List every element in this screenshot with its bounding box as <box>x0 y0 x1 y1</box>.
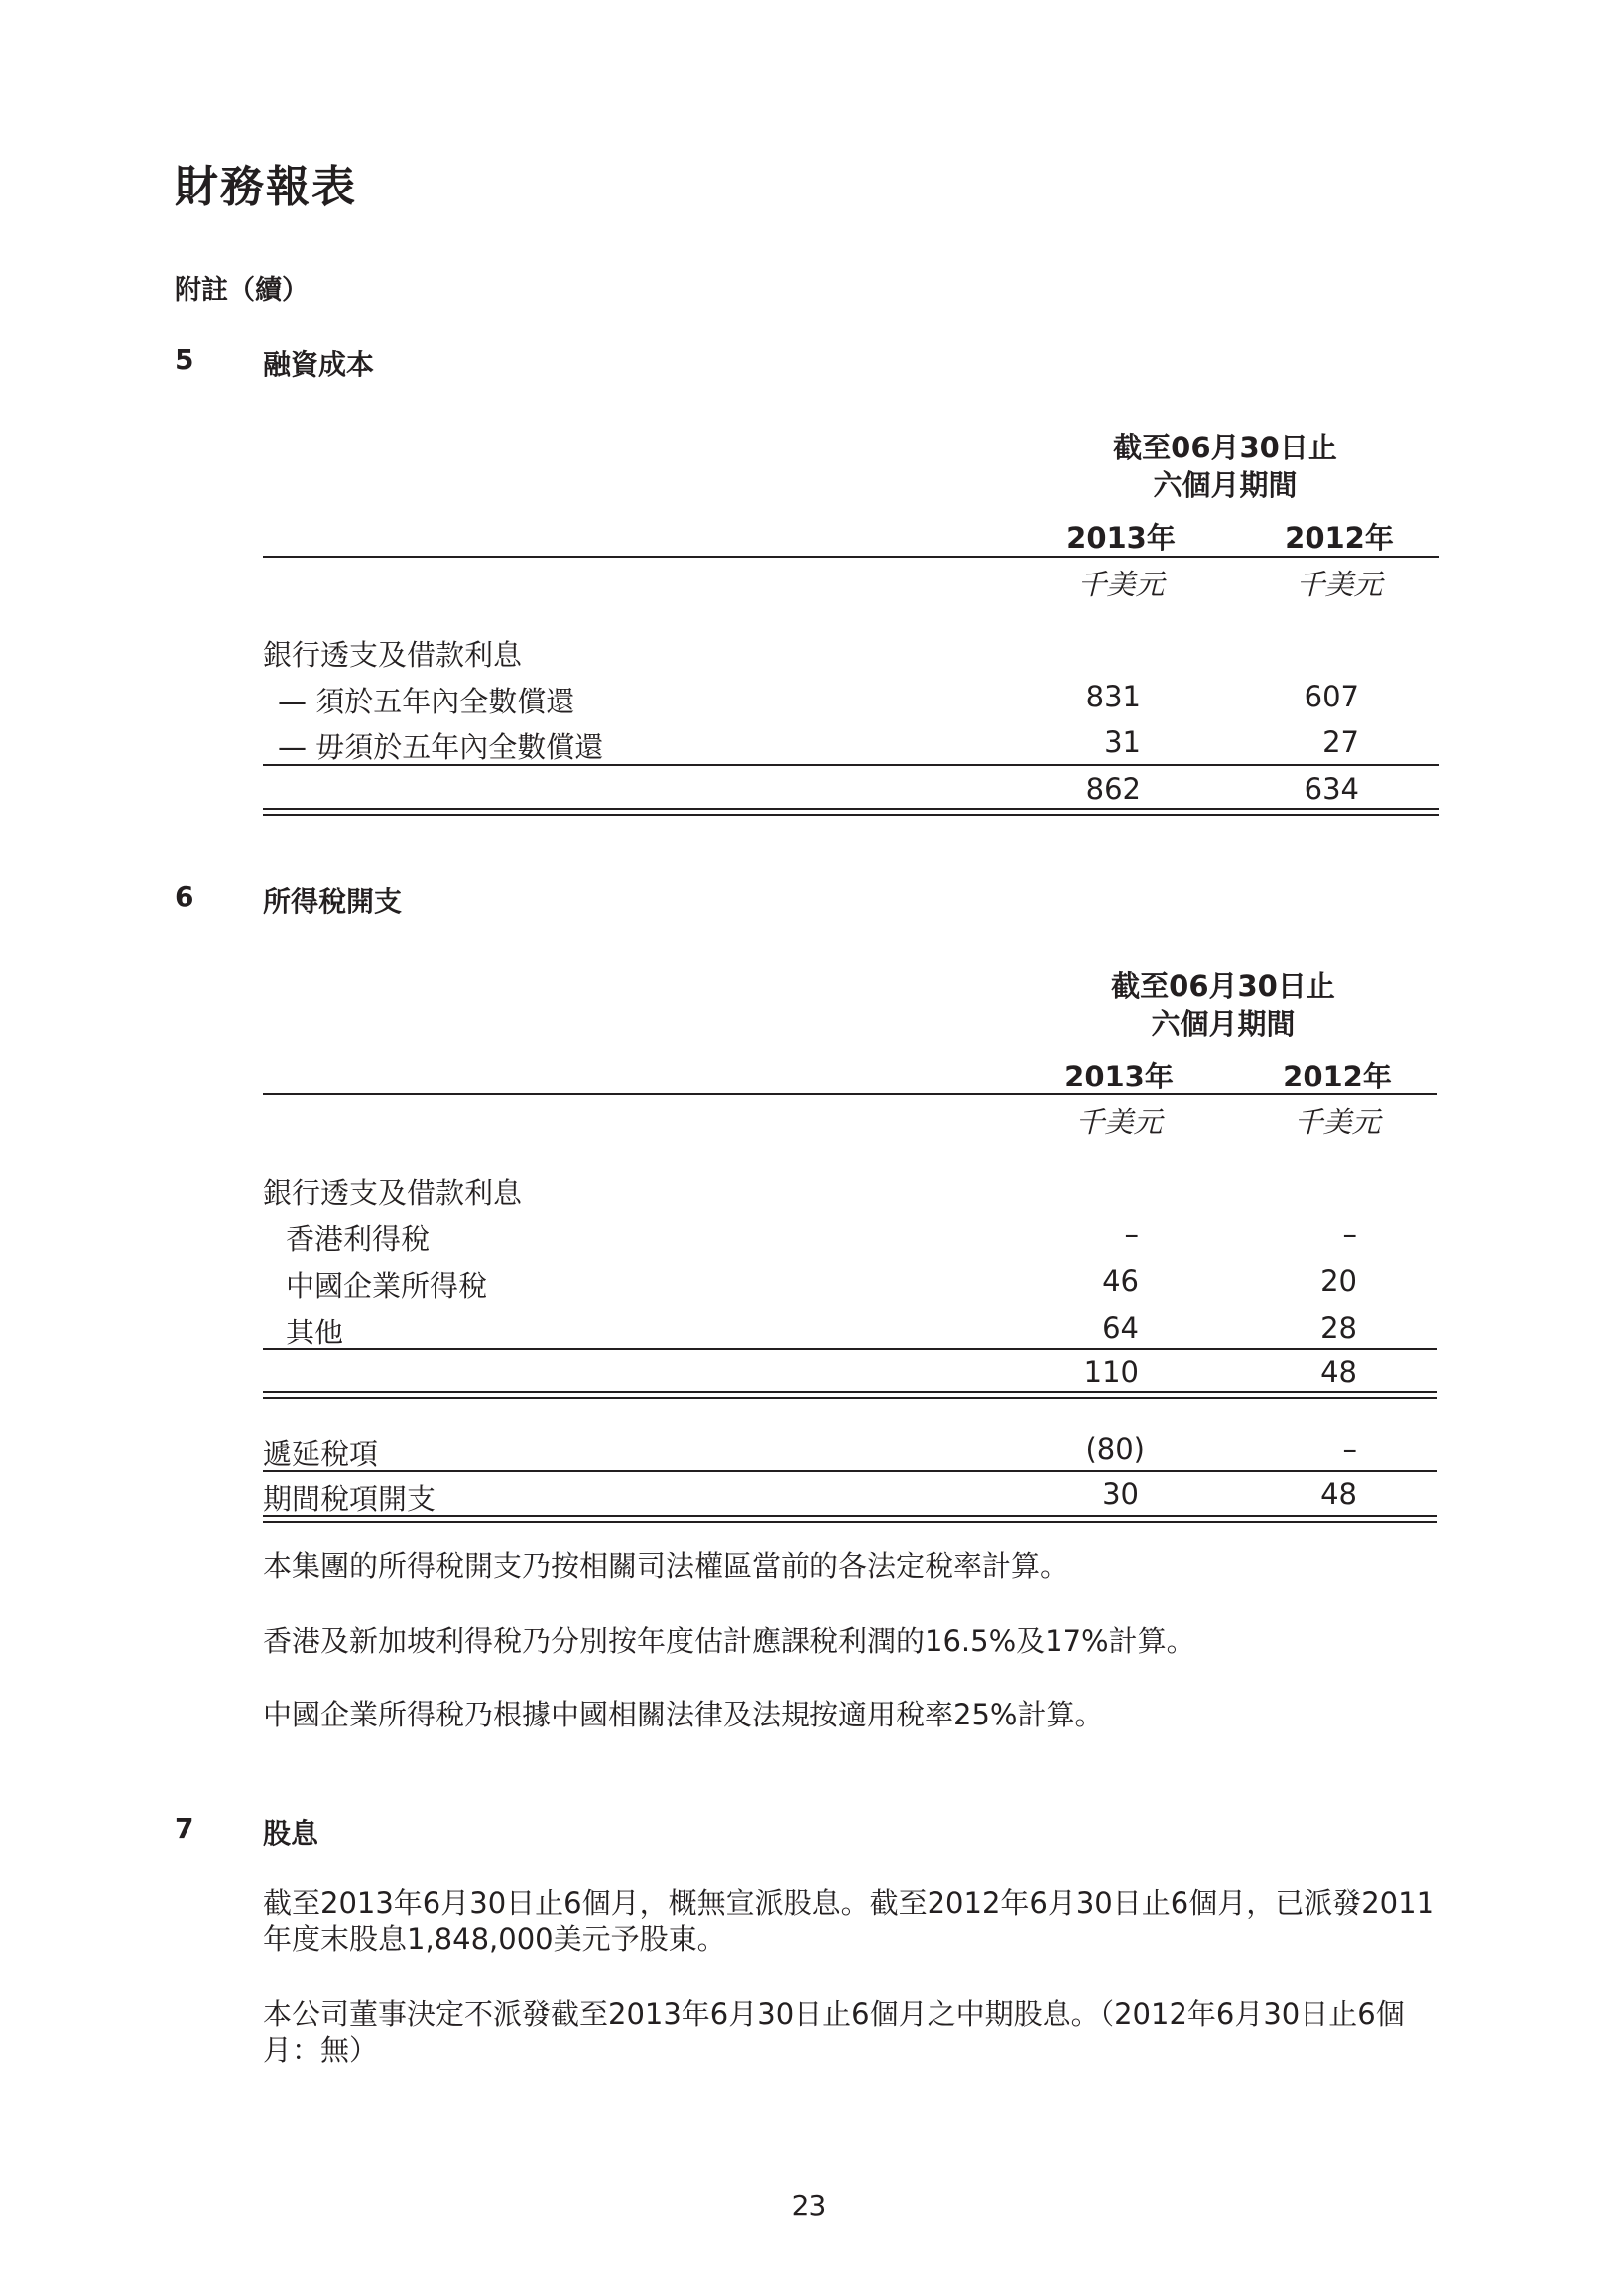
note5-row-value-2012: 607 <box>1304 680 1359 713</box>
note6-deferred-rule <box>263 1470 1437 1472</box>
note6-group-label: 銀行透支及借款利息 <box>263 1176 523 1210</box>
note6-row-value-2012: 28 <box>1320 1311 1357 1344</box>
note5-total-2012: 634 <box>1304 772 1359 806</box>
note6-unit-2012: 千美元 <box>1294 1105 1381 1139</box>
note6-deferred-label: 遞延稅項 <box>263 1437 379 1470</box>
note6-year-2013: 2013年 <box>1064 1060 1174 1093</box>
note6-unit-2013: 千美元 <box>1075 1105 1163 1139</box>
note6-row-value-2013: – <box>1124 1217 1139 1251</box>
note7-paragraph: 本公司董事決定不派發截至2013年6月30日止6個月之中期股息。（2012年6月30日止6個月：無） <box>263 1997 1405 2067</box>
note6-period-double-rule <box>263 1515 1437 1523</box>
note6-paragraph: 香港及新加坡利得稅乃分別按年度估計應課稅利潤的16.5%及17%計算。 <box>263 1624 1195 1658</box>
note6-year-2012: 2012年 <box>1283 1060 1392 1093</box>
note6-subtotal-rule <box>263 1348 1437 1350</box>
note6-row-label: 中國企業所得稅 <box>286 1269 488 1303</box>
note6-period-2013: 30 <box>1102 1477 1139 1511</box>
note6-row-label: 香港利得稅 <box>286 1222 431 1256</box>
note6-title: 所得稅開支 <box>263 885 403 918</box>
note5-row-label: — 毋須於五年內全數償還 <box>278 730 604 764</box>
note6-period-2012: 48 <box>1320 1477 1357 1511</box>
note6-row-value-2012: 20 <box>1320 1264 1357 1298</box>
note5-row-label: — 須於五年內全數償還 <box>278 685 575 718</box>
note5-column-header-line1: 截至06月30日止 <box>1113 431 1337 464</box>
note6-subtotal-2012: 48 <box>1320 1355 1357 1389</box>
note5-unit-2012: 千美元 <box>1296 568 1383 601</box>
note6-row-label: 其他 <box>286 1316 344 1349</box>
note5-row-value-2013: 831 <box>1085 680 1141 713</box>
notes-heading: 附註（續） <box>175 275 309 306</box>
note6-subtotal-2013: 110 <box>1083 1355 1139 1389</box>
note5-row-value-2013: 31 <box>1104 725 1141 759</box>
note5-total-2013: 862 <box>1085 772 1141 806</box>
note6-row-value-2012: – <box>1342 1217 1357 1251</box>
note5-total-rule <box>263 764 1439 766</box>
note5-title: 融資成本 <box>263 348 375 381</box>
note6-column-header-line1: 截至06月30日止 <box>1111 969 1335 1003</box>
note6-deferred-2012: – <box>1342 1432 1357 1466</box>
note5-header-rule <box>263 556 1439 558</box>
note5-year-2012: 2012年 <box>1285 521 1394 555</box>
page-number: 23 <box>791 2189 827 2222</box>
note6-subtotal-double-rule <box>263 1391 1437 1399</box>
note6-row-value-2013: 64 <box>1102 1311 1139 1344</box>
note5-row-value-2012: 27 <box>1322 725 1359 759</box>
note5-unit-2013: 千美元 <box>1077 568 1165 601</box>
note5-number: 5 <box>175 343 194 376</box>
note5-year-2013: 2013年 <box>1066 521 1176 555</box>
note7-paragraph: 截至2013年6月30日止6個月，概無宣派股息。截至2012年6月30日止6個月，已派發2011年度末股息1,848,000美元予股東。 <box>263 1886 1435 1956</box>
note6-deferred-2013: (80) <box>1085 1432 1145 1466</box>
note5-column-header-line2: 六個月期間 <box>1153 468 1298 502</box>
note5-group-label: 銀行透支及借款利息 <box>263 638 523 672</box>
note6-number: 6 <box>175 880 194 913</box>
note5-double-rule <box>263 808 1439 816</box>
note6-paragraph: 本集團的所得稅開支乃按相關司法權區當前的各法定稅率計算。 <box>263 1549 1069 1583</box>
note6-row-value-2013: 46 <box>1102 1264 1139 1298</box>
note6-column-header-line2: 六個月期間 <box>1151 1007 1296 1041</box>
note7-title: 股息 <box>263 1817 319 1850</box>
note6-period-label: 期間稅項開支 <box>263 1482 436 1516</box>
note6-paragraph: 中國企業所得稅乃根據中國相關法律及法規按適用稅率25%計算。 <box>263 1698 1104 1731</box>
note7-number: 7 <box>175 1812 194 1845</box>
page-title: 財務報表 <box>175 162 357 212</box>
note6-header-rule <box>263 1093 1437 1095</box>
